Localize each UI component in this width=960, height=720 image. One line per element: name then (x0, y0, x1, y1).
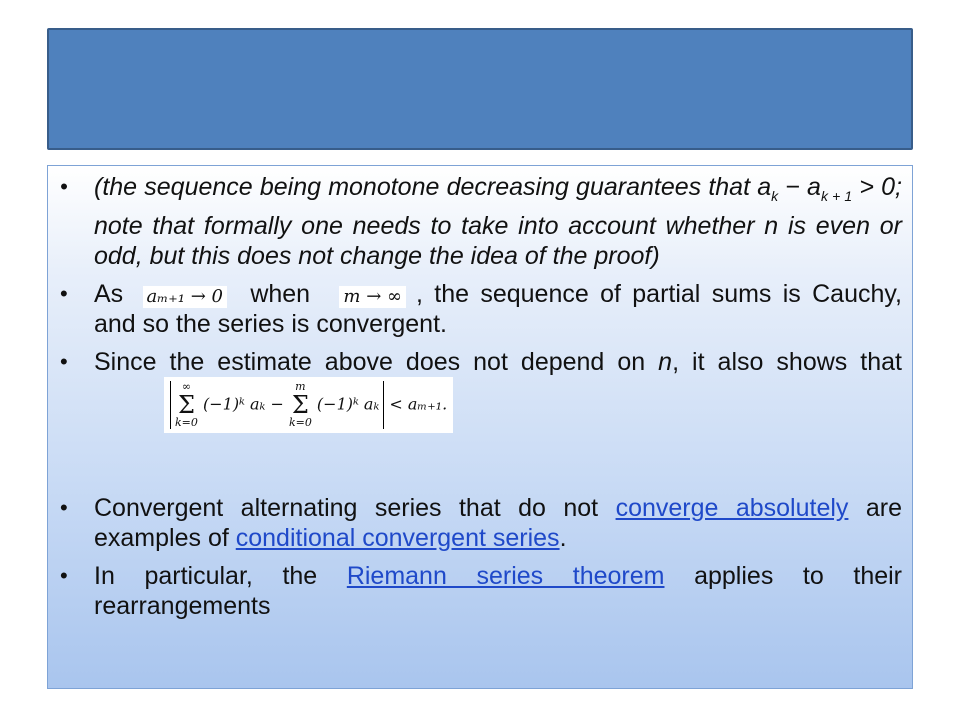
link-converge-absolutely[interactable]: converge absolutely (615, 494, 849, 522)
link-riemann-series-theorem[interactable]: Riemann series theorem (346, 562, 665, 590)
bullet-monotone-note: • (the sequence being monotone decreasing guarantees that $a_k - a_{k + 1} > 0$; note that formally one needs to take into account whether n is even or odd, but this does not change the idea of the proof) (60, 172, 902, 271)
content-box (47, 165, 913, 689)
link-conditional-convergent-series[interactable]: conditional convergent series (235, 524, 560, 552)
bullet-riemann: • In particular, the Riemann series theorem applies to their rearrangements (60, 561, 902, 621)
bullet-list (60, 172, 902, 621)
bullet-cauchy: • As aₘ₊₁ → 0 when m → ∞ , the sequence of partial sums is Cauchy, and so the series is convergent. (60, 279, 902, 339)
bullet-conditional: • Convergent alternating series that do not converge absolutely are examples of conditional convergent series. (60, 493, 902, 553)
math-error-bound: ∞ Σ k=0 (−1)ᵏ aₖ − m Σ k=0 (−1)ᵏ aₖ < aₘ₊₁. (164, 377, 453, 433)
bullet-estimate: • Since the estimate above does not depend on n, it also shows that ∞ Σ k=0 (−1)ᵏ aₖ − m Σ k=0 (−1)ᵏ aₖ < aₘ₊₁. (60, 347, 902, 433)
math-a-limit: aₘ₊₁ → 0 (143, 286, 227, 308)
slide-title-bar (47, 28, 913, 150)
math-m-limit: m → ∞ (339, 286, 406, 308)
